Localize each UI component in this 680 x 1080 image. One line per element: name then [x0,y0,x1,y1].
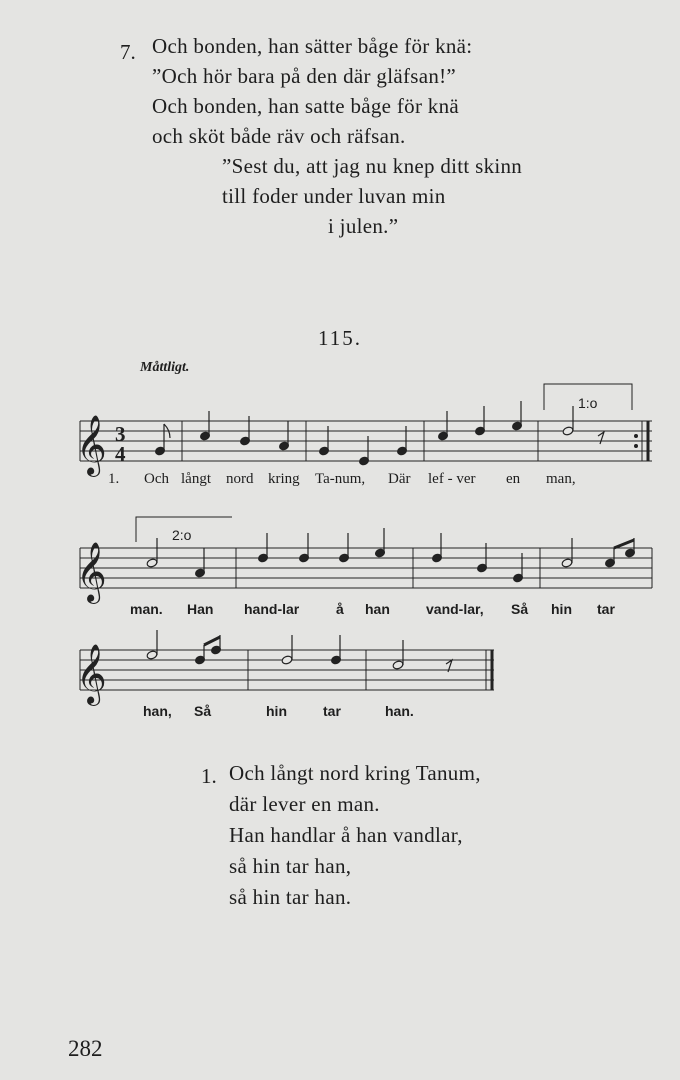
lyric: hin [551,601,572,617]
verse-7-line-7: i julen.” [328,214,399,238]
verse-7-line-4: och sköt både räv och räfsan. [152,124,406,148]
notes-staff-3 [146,630,452,672]
treble-clef-icon: 𝄞 [76,542,107,602]
lyric: nord [226,471,254,487]
notes-staff-2 [146,528,635,583]
lyric: långt [181,471,211,487]
volta-2-label: 2:o [172,527,192,543]
page-number: 282 [68,1036,103,1061]
verse-1-line-3: Han handlar å han vandlar, [229,823,463,847]
lyric: Ta-num, [315,471,366,487]
lyric: man, [546,471,576,487]
verse-7-line-2: ”Och hör bara på den där gläfsan!” [152,64,457,88]
song-number: 115. [318,326,362,350]
lyric: kring [268,471,300,487]
time-signature-top: 3 [115,422,126,446]
stanza-marker: 1. [108,471,120,487]
lyric: man. [130,601,163,617]
lyric: han [365,601,390,617]
staff-2 [80,517,652,588]
lyric: en [506,471,521,487]
lyric: Han [187,601,214,617]
treble-clef-icon: 𝄞 [76,415,107,475]
notes-staff-1 [155,401,604,466]
lyric: vand-lar, [426,601,484,617]
verse-1-number: 1. [201,764,217,788]
verse-1-line-5: så hin tar han. [229,885,352,909]
lyric: Så [511,601,529,617]
verse-1-line-4: så hin tar han, [229,854,352,878]
volta-1-label: 1:o [578,395,598,411]
tempo-marking: Måttligt. [140,360,190,375]
lyric: tar [323,703,341,719]
verse-7-line-1: Och bonden, han sätter båge för knä: [152,34,473,58]
verse-7-line-3: Och bonden, han satte båge för knä [152,94,460,118]
verse-1-line-1: Och långt nord kring Tanum, [229,761,481,785]
time-signature-bottom: 4 [115,442,126,466]
lyric: å [336,601,344,617]
lyric: han. [385,703,414,719]
staff-1 [80,384,652,461]
lyric: Och [144,471,169,487]
treble-clef-icon: 𝄞 [76,644,107,704]
verse-1-line-2: där lever en man. [229,792,380,816]
lyric: tar [597,601,615,617]
lyric: Där [388,471,411,487]
lyric: Så [194,703,212,719]
lyric: lef - ver [428,471,476,487]
verse-7-line-6: till foder under luvan min [222,184,446,208]
verse-7-line-5: ”Sest du, att jag nu knep ditt skinn [222,154,523,178]
lyric: hand-lar [244,601,300,617]
lyric: hin [266,703,287,719]
lyric: han, [143,703,172,719]
verse-7-number: 7. [120,40,136,64]
